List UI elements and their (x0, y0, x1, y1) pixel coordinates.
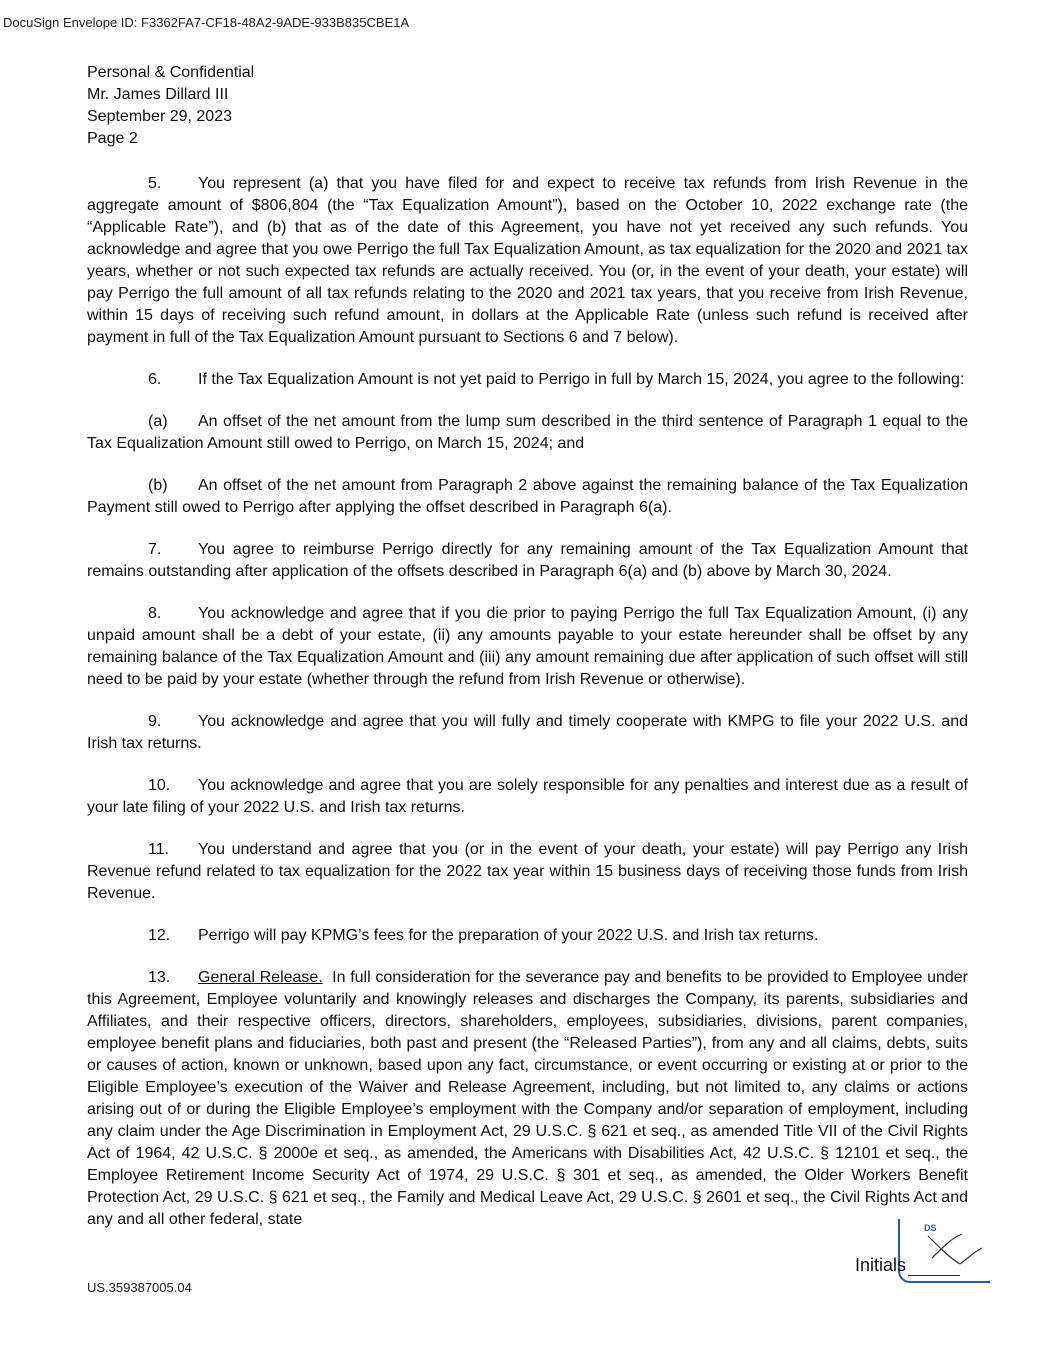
document-body (87, 173, 968, 1251)
header-page: Page 2 (87, 130, 138, 147)
paragraph-5: 5. You represent (a) that you have filed for and expect to receive tax refunds from Irish Revenue in the aggregate amount of $806,804 (the “Tax Equalization Amount”), based on the October 10, 2022 exchange rate (the “Applicable Rate”), and (b) that as of the date of this Agreement, you have not yet received any such refunds. You acknowledge and agree that you owe Perrigo the full Tax Equalization Amount, as tax equalization for the 2020 and 2021 tax years, whether or not such expected tax refunds are actually received. You (or, in the event of your death, your estate) will pay Perrigo the full amount of all tax refunds relating to the 2020 and 2021 tax years, that you receive from Irish Revenue, within 15 days of receiving such refund amount, in dollars at the Applicable Rate (unless such refund is received after payment in full of the Tax Equalization Amount pursuant to Sections 6 and 7 below). (87, 175, 968, 346)
paragraph-9: 9. You acknowledge and agree that you will fully and timely cooperate with KMPG to file your 2022 U.S. and Irish tax returns. (87, 713, 968, 752)
initials-label: Initials (855, 1255, 907, 1275)
header-confidential: Personal & Confidential (87, 64, 255, 81)
letter-header (87, 62, 254, 150)
paragraph-12: 12. Perrigo will pay KPMG’s fees for the preparation of your 2022 U.S. and Irish tax returns. (148, 927, 819, 944)
paragraph-11: 11. You understand and agree that you (or in the event of your death, your estate) will pay Perrigo any Irish Revenue refund related to tax equalization for the 2022 tax year within 15 business days of receiving those funds from Irish Revenue. (87, 841, 968, 902)
initials-field (855, 1255, 960, 1276)
document-reference: US.359387005.04 (87, 1280, 192, 1295)
initials-line (908, 1259, 960, 1276)
paragraph-8: 8. You acknowledge and agree that if you die prior to paying Perrigo the full Tax Equalization Amount, (i) any unpaid amount shall be a debt of your estate, (ii) any amounts payable to your estate hereunder shall be offset by any remaining balance of the Tax Equalization Amount and (iii) any amount remaining due after application of such offset will still need to be paid by your estate (whether through the refund from Irish Revenue or otherwise). (87, 605, 968, 688)
envelope-id: DocuSign Envelope ID: F3362FA7-CF18-48A2-9ADE-933B835CBE1A (3, 15, 410, 30)
paragraph-7: 7. You agree to reimburse Perrigo directly for any remaining amount of the Tax Equalization Amount that remains outstanding after application of the offsets described in Paragraph 6(a) and (b) above by March 30, 2024. (87, 541, 968, 580)
paragraph-6a: (a) An offset of the net amount from the lump sum described in the third sentence of Paragraph 1 equal to the Tax Equalization Amount still owed to Perrigo, on March 15, 2024; and (87, 413, 968, 452)
paragraph-6b: (b) An offset of the net amount from Paragraph 2 above against the remaining balance of the Tax Equalization Payment still owed to Perrigo after applying the offset described in Paragraph 6(a). (87, 477, 968, 516)
paragraph-13: 13. General Release. In full consideration for the severance pay and benefits to be provided to Employee under this Agreement, Employee voluntarily and knowingly releases and discharges the Company, its parents, subsidiaries and Affiliates, and their respective officers, directors, shareholders, employees, subsidiaries, divisions, parent companies, employee benefit plans and fiduciaries, both past and present (the “Released Parties”), from any and all claims, debts, suits or causes of action, known or unknown, based upon any fact, circumstance, or event occurring or existing at or prior to the Eligible Employee’s execution of the Waiver and Release Agreement, including, but not limited to, any claims or actions arising out of or during the Eligible Employee’s employment with the Company and/or separation of employment, including any claim under the Age Discrimination in Employment Act, 29 U.S.C. § 621 et seq., as amended Title VII of the Civil Rights Act of 1964, 42 U.S.C. § 2000e et seq., as amended, the Americans with Disabilities Act, 42 U.S.C. § 12101 et seq., the Employee Retirement Income Security Act of 1974, 29 U.S.C. § 301 et seq., as amended, the Older Workers Benefit Protection Act, 29 U.S.C. § 621 et seq., the Family and Medical Leave Act, 29 U.S.C. § 2601 et seq., the Civil Rights Act and any and all other federal, state (87, 969, 969, 1228)
header-date: September 29, 2023 (87, 108, 232, 125)
docusign-ds-label: DS (924, 1223, 937, 1233)
header-recipient: Mr. James Dillard III (87, 86, 229, 103)
general-release-heading: General Release. (198, 969, 323, 986)
paragraph-6: 6. If the Tax Equalization Amount is not yet paid to Perrigo in full by March 15, 2024, you agree to the following: (148, 371, 965, 388)
paragraph-10: 10. You acknowledge and agree that you are solely responsible for any penalties and interest due as a result of your late filing of your 2022 U.S. and Irish tax returns. (87, 777, 968, 816)
